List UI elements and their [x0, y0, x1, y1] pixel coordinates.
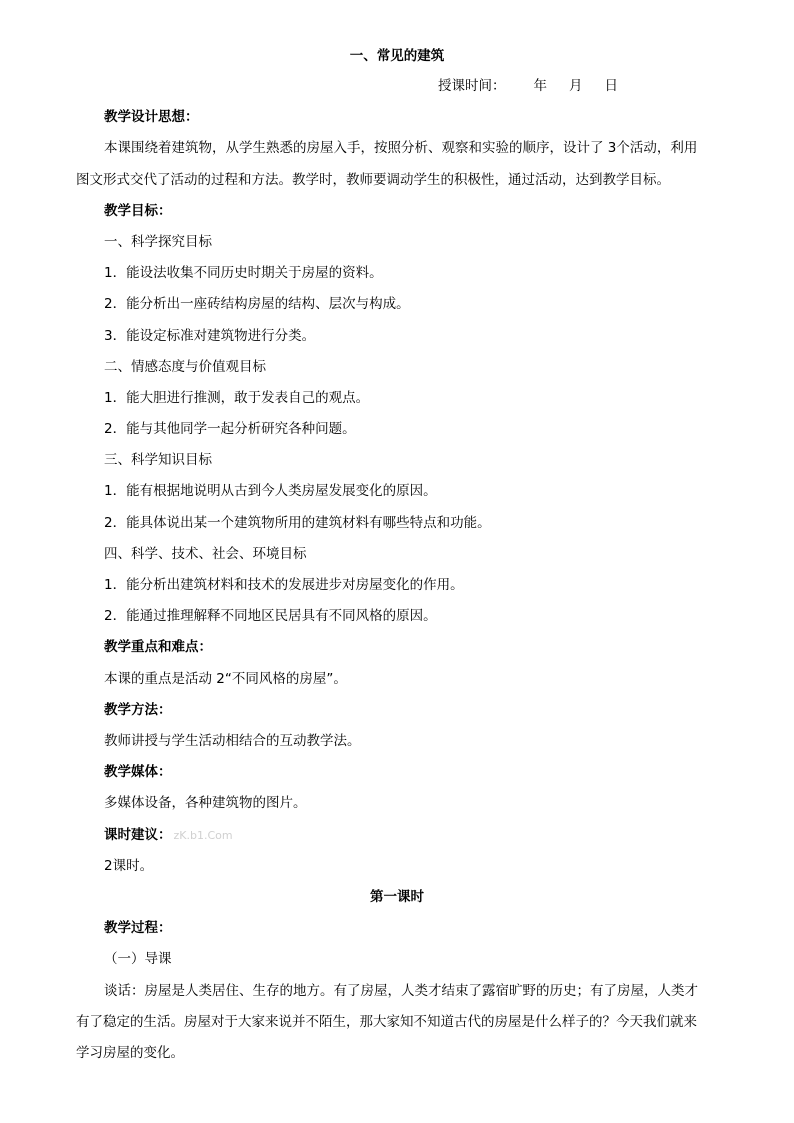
- goals-heading: 教学目标：: [104, 203, 172, 219]
- goal-3-item-2: 2．能具体说出某一个建筑物所用的建筑材料有哪些特点和功能。: [104, 515, 491, 531]
- intro-paragraph-line-2: 有了稳定的生活。房屋对于大家来说并不陌生，那大家知不知道古代的房屋是什么样子的？今天我们就来: [76, 1014, 697, 1030]
- document-title: 一、常见的建筑: [349, 48, 445, 64]
- design-paragraph-line-1: 本课围绕着建筑物，从学生熟悉的房屋入手，按照分析、观察和实验的顺序，设计了 3个活动，利用: [104, 140, 698, 156]
- key-points-text: 本课的重点是活动 2“不同风格的房屋”。: [104, 671, 347, 687]
- goal-4-item-2: 2．能通过推理解释不同地区民居具有不同风格的原因。: [104, 608, 437, 624]
- goal-2-title: 二、情感态度与价值观目标: [104, 359, 266, 375]
- method-text: 教师讲授与学生活动相结合的互动教学法。: [104, 733, 361, 749]
- lesson-title: 第一课时: [370, 889, 424, 905]
- media-heading: 教学媒体：: [104, 764, 172, 780]
- method-heading: 教学方法：: [104, 702, 172, 718]
- goal-1-item-3: 3．能设定标准对建筑物进行分类。: [104, 328, 316, 344]
- goal-3-item-1: 1．能有根据地说明从古到今人类房屋发展变化的原因。: [104, 483, 437, 499]
- date-month: 月: [569, 78, 583, 94]
- process-heading: 教学过程：: [104, 920, 172, 936]
- date-label: 授课时间：: [438, 78, 506, 94]
- watermark-text: zK.b1.Com: [173, 829, 233, 842]
- goal-2-item-2: 2．能与其他同学一起分析研究各种问题。: [104, 421, 356, 437]
- goal-4-title: 四、科学、技术、社会、环境目标: [104, 546, 307, 562]
- key-points-heading: 教学重点和难点：: [104, 639, 212, 655]
- hours-text: 2课时。: [104, 858, 154, 874]
- goal-3-title: 三、科学知识目标: [104, 452, 212, 468]
- intro-paragraph-line-1: 谈话：房屋是人类居住、生存的地方。有了房屋，人类才结束了露宿旷野的历史；有了房屋，人类才: [104, 983, 698, 999]
- date-day: 日: [604, 78, 618, 94]
- goal-1-item-1: 1．能设法收集不同历史时期关于房屋的资料。: [104, 265, 383, 281]
- goal-1-title: 一、科学探究目标: [104, 234, 212, 250]
- date-line: [438, 77, 618, 95]
- goal-2-item-1: 1．能大胆进行推测，敢于发表自己的观点。: [104, 390, 370, 406]
- design-paragraph-line-2: 图文形式交代了活动的过程和方法。教学时，教师要调动学生的积极性，通过活动，达到教学目标。: [76, 172, 670, 188]
- design-heading: 教学设计思想：: [104, 109, 199, 125]
- hours-heading: 课时建议：: [104, 827, 172, 843]
- date-year: 年: [533, 78, 547, 94]
- intro-paragraph-line-3: 学习房屋的变化。: [76, 1045, 184, 1061]
- media-text: 多媒体设备，各种建筑物的图片。: [104, 795, 307, 811]
- hours-heading-line: [104, 826, 233, 845]
- goal-1-item-2: 2．能分析出一座砖结构房屋的结构、层次与构成。: [104, 296, 410, 312]
- goal-4-item-1: 1．能分析出建筑材料和技术的发展进步对房屋变化的作用。: [104, 577, 464, 593]
- intro-title: （一）导课: [104, 951, 172, 967]
